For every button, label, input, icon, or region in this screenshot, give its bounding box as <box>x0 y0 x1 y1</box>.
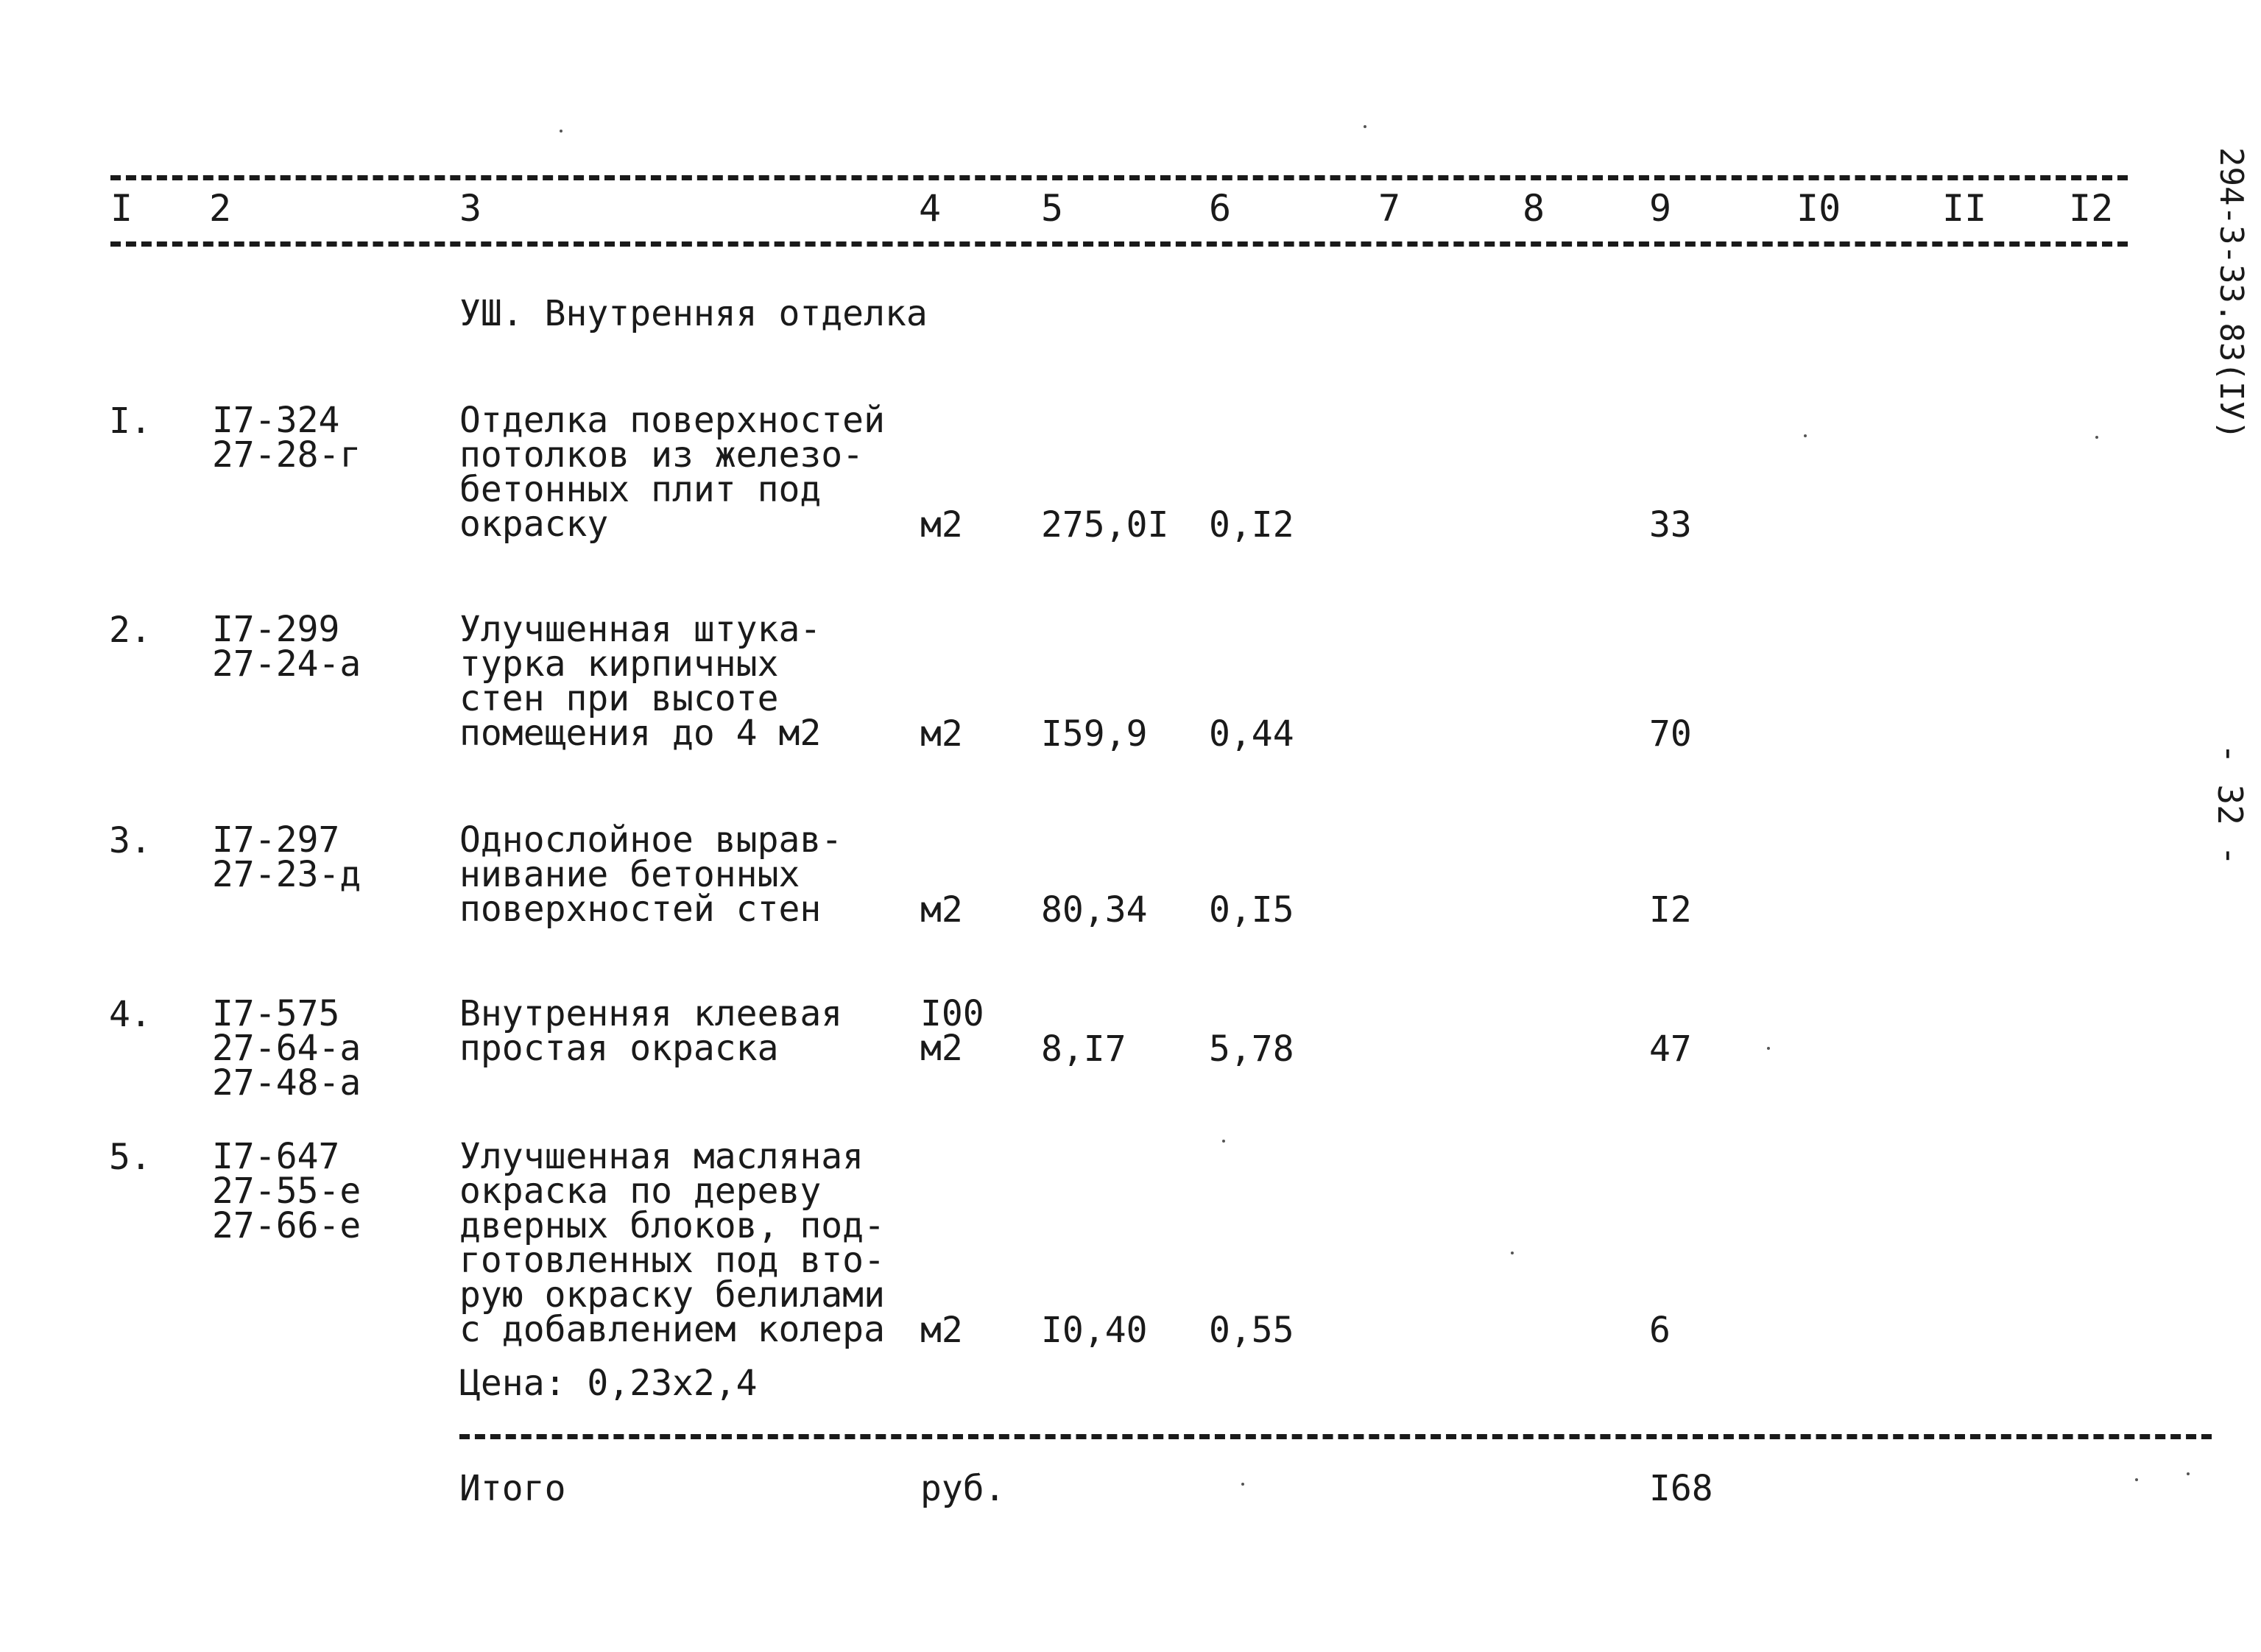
row-quantity: 275,0I <box>1041 504 1169 546</box>
row-quantity: I59,9 <box>1041 713 1148 755</box>
page-number <box>2209 744 2253 935</box>
row-quantity: I0,40 <box>1041 1310 1148 1351</box>
row-code: I7-647 <box>212 1136 340 1177</box>
document-code-text: 294-3-33.83(IУ) <box>2212 147 2250 440</box>
row-quantity: 80,34 <box>1041 889 1148 931</box>
total-unit: руб. <box>920 1468 1006 1509</box>
row-number: I. <box>109 400 152 442</box>
row-description-line: готовленных под вто- <box>459 1240 885 1281</box>
scan-speck <box>1222 1140 1225 1143</box>
row-number: 3. <box>109 820 152 861</box>
header-top-rule <box>110 175 2128 180</box>
row-code: I7-299 <box>212 609 340 650</box>
column-header-3: 3 <box>459 187 482 230</box>
scan-speck <box>1511 1252 1514 1254</box>
total-rule <box>459 1434 2212 1439</box>
row-quantity: 8,I7 <box>1041 1028 1126 1070</box>
row-description-line: турка кирпичных <box>459 643 779 685</box>
row-description-line: помещения до 4 м2 <box>459 713 822 754</box>
row-description-line: потолков из железо- <box>459 434 864 476</box>
column-header-9: 9 <box>1649 187 1672 230</box>
row-unit: м2 <box>920 889 963 931</box>
row-price: 0,I2 <box>1209 504 1294 546</box>
row-number: 4. <box>109 994 152 1035</box>
row-price-note: Цена: 0,23х2,4 <box>459 1363 758 1404</box>
column-header-4: 4 <box>919 187 942 230</box>
row-description-line: Однослойное вырав- <box>459 819 843 861</box>
row-unit: I00 <box>920 993 984 1034</box>
row-code: 27-28-г <box>212 434 361 476</box>
row-number: 5. <box>109 1137 152 1178</box>
row-code: 27-24-а <box>212 643 361 685</box>
row-code: I7-324 <box>212 400 340 441</box>
column-header-10: I0 <box>1796 187 1841 230</box>
column-header-2: 2 <box>209 187 232 230</box>
scan-speck <box>2095 436 2098 439</box>
row-description-line: поверхностей стен <box>459 889 822 930</box>
row-code: I7-575 <box>212 993 340 1034</box>
scan-speck <box>2187 1472 2190 1475</box>
column-header-7: 7 <box>1378 187 1401 230</box>
scan-speck <box>1767 1047 1770 1050</box>
row-description-line: окраска по дереву <box>459 1171 822 1212</box>
document-code <box>2209 147 2253 471</box>
column-header-11: II <box>1942 187 1987 230</box>
column-header-6: 6 <box>1209 187 1232 230</box>
row-unit: м2 <box>920 504 963 546</box>
row-description-line: стен при высоте <box>459 678 779 719</box>
row-unit: м2 <box>920 1028 963 1069</box>
row-description-line: Улучшенная штука- <box>459 609 822 650</box>
row-description-line: Улучшенная масляная <box>459 1136 864 1177</box>
row-code: I7-297 <box>212 819 340 861</box>
row-description-line: с добавлением колера <box>459 1309 885 1350</box>
scan-speck <box>1364 125 1366 128</box>
row-unit: м2 <box>920 1310 963 1351</box>
row-number: 2. <box>109 610 152 651</box>
row-total: 6 <box>1649 1310 1671 1351</box>
scan-speck <box>2135 1478 2138 1481</box>
row-description-line: Внутренняя клеевая <box>459 993 843 1034</box>
column-header-1: I <box>110 187 133 230</box>
row-code: 27-64-а <box>212 1028 361 1069</box>
row-price: 0,44 <box>1209 713 1294 755</box>
row-description-line: Отделка поверхностей <box>459 400 885 441</box>
row-total: I2 <box>1649 889 1692 931</box>
column-header-12: I2 <box>2069 187 2114 230</box>
row-price: 5,78 <box>1209 1028 1294 1070</box>
row-total: 33 <box>1649 504 1692 546</box>
row-code: 27-55-е <box>212 1171 361 1212</box>
row-total: 47 <box>1649 1028 1692 1070</box>
scan-speck <box>1241 1483 1244 1486</box>
row-code: 27-66-е <box>212 1205 361 1246</box>
row-code: 27-48-а <box>212 1062 361 1104</box>
row-code: 27-23-д <box>212 854 361 895</box>
row-description-line: бетонных плит под <box>459 469 822 510</box>
scan-speck <box>560 130 562 133</box>
row-price: 0,55 <box>1209 1310 1294 1351</box>
row-description-line: простая окраска <box>459 1028 779 1069</box>
row-description-line: рую окраску белилами <box>459 1274 885 1316</box>
row-unit: м2 <box>920 713 963 755</box>
scan-speck <box>1804 434 1807 437</box>
row-price: 0,I5 <box>1209 889 1294 931</box>
row-description-line: нивание бетонных <box>459 854 800 895</box>
total-value: I68 <box>1649 1468 1713 1509</box>
row-description-line: дверных блоков, под- <box>459 1205 885 1246</box>
column-header-8: 8 <box>1523 187 1545 230</box>
row-description-line: окраску <box>459 504 609 545</box>
row-total: 70 <box>1649 713 1692 755</box>
section-title: УШ. Внутренняя отделка <box>459 293 928 334</box>
column-header-5: 5 <box>1041 187 1064 230</box>
page-number-text: - 32 - <box>2210 744 2250 866</box>
total-label: Итого <box>459 1468 566 1509</box>
header-bottom-rule <box>110 241 2128 247</box>
